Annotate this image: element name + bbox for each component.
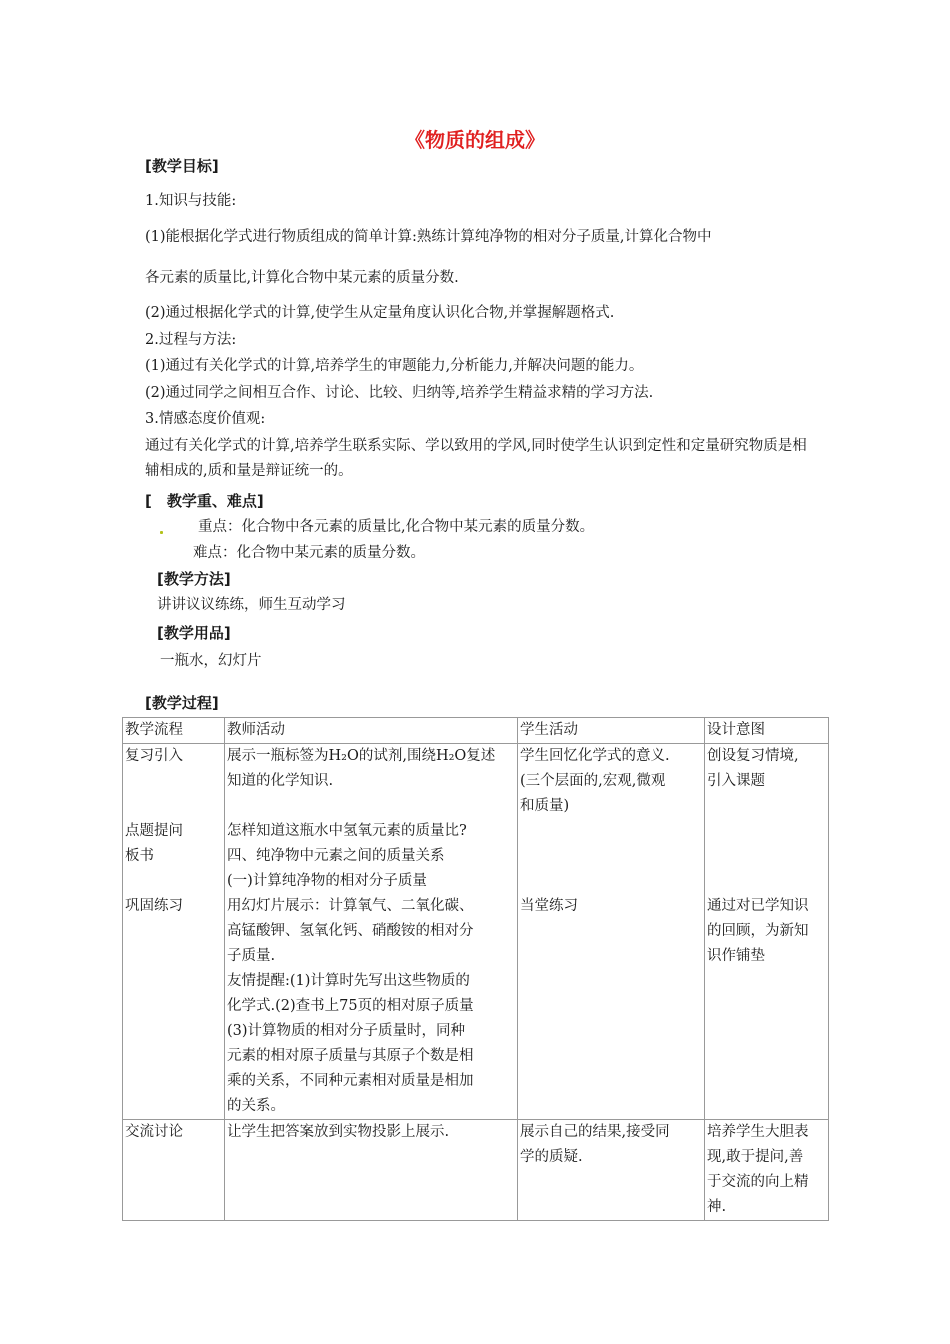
- emotion-heading: 3.情感态度价值观:: [145, 411, 266, 427]
- cell-line: 复习引入: [125, 748, 183, 764]
- cell-line: 培养学生大胆表: [707, 1124, 809, 1140]
- cell-line: 引入课题: [707, 773, 765, 789]
- bullet-dot: [160, 531, 163, 534]
- teacher-activity-cell: [225, 744, 518, 1120]
- teaching-process-table: [122, 717, 829, 1221]
- column-header: 教学流程: [123, 718, 225, 744]
- cell-line: 用幻灯片展示：计算氧气、二氧化碳、: [227, 898, 474, 914]
- difficult-point: 难点：化合物中某元素的质量分数。: [193, 545, 425, 561]
- cell-line: 识作铺垫: [707, 948, 765, 964]
- cell-line: 友情提醒:(1)计算时先写出这些物质的: [227, 973, 470, 989]
- process-item-1: (1)通过有关化学式的计算,培养学生的审题能力,分析能力,并解决问题的能力。: [145, 358, 644, 374]
- cell-line: 的回顾，为新知: [707, 923, 809, 939]
- table-row: [123, 744, 829, 1120]
- cell-line: 高锰酸钾、氢氧化钙、硝酸铵的相对分: [227, 923, 474, 939]
- cell-line: 的关系。: [227, 1098, 285, 1114]
- important-point: 重点：化合物中各元素的质量比,化合物中某元素的质量分数。: [198, 519, 595, 535]
- student-activity-cell: [518, 744, 705, 1120]
- teacher-activity-cell: [225, 1120, 518, 1221]
- table-row: [123, 1120, 829, 1221]
- methods-text: 讲讲议议练练，师生互动学习: [157, 597, 346, 613]
- process-heading: 2.过程与方法:: [145, 332, 237, 348]
- cell-line: 于交流的向上精: [707, 1174, 809, 1190]
- column-header: 教师活动: [225, 718, 518, 744]
- methods-heading: [教学方法]: [157, 570, 231, 588]
- cell-line: 神.: [707, 1199, 727, 1215]
- cell-line: 通过对已学知识: [707, 898, 809, 914]
- student-activity-cell: [518, 1120, 705, 1221]
- objectives-heading: [教学目标]: [145, 157, 219, 175]
- cell-line: 子质量.: [227, 948, 276, 964]
- knowledge-heading: 1.知识与技能:: [145, 193, 237, 209]
- process-table-heading: [教学过程]: [145, 694, 219, 712]
- cell-line: 怎样知道这瓶水中氢氧元素的质量比?: [227, 823, 467, 839]
- cell-line: 乘的关系，不同种元素相对质量是相加: [227, 1073, 474, 1089]
- design-intent-cell: [705, 1120, 829, 1221]
- stage-cell: [123, 744, 225, 1120]
- cell-line: 展示一瓶标签为H₂O的试剂,围绕H₂O复述: [227, 748, 496, 764]
- cell-line: (三个层面的,宏观,微观: [520, 773, 666, 789]
- process-item-2: (2)通过同学之间相互合作、讨论、比较、归纳等,培养学生精益求精的学习方法.: [145, 385, 654, 401]
- knowledge-item-1a: (1)能根据化学式进行物质组成的简单计算:熟练计算纯净物的相对分子质量,计算化合物中: [145, 229, 712, 245]
- cell-line: 点题提问: [125, 823, 183, 839]
- key-points-heading: [ 教学重、难点]: [145, 492, 264, 510]
- stage-cell: [123, 1120, 225, 1221]
- column-header: 学生活动: [518, 718, 705, 744]
- emotion-text: 通过有关化学式的计算,培养学生联系实际、学以致用的学风,同时使学生认识到定性和定量研究物质是相辅相成的,质和量是辩证统一的。: [145, 438, 807, 479]
- cell-line: 学的质疑.: [520, 1149, 583, 1165]
- cell-line: 让学生把答案放到实物投影上展示.: [227, 1124, 450, 1140]
- cell-line: 学生回忆化学式的意义.: [520, 748, 670, 764]
- cell-line: 化学式.(2)查书上75页的相对原子质量: [227, 998, 474, 1014]
- cell-line: 知道的化学知识.: [227, 773, 334, 789]
- cell-line: (3)计算物质的相对分子质量时，同种: [227, 1023, 466, 1039]
- cell-line: 展示自己的结果,接受同: [520, 1124, 670, 1140]
- design-intent-cell: [705, 744, 829, 1120]
- column-header: 设计意图: [705, 718, 829, 744]
- page-title: 《物质的组成》: [405, 128, 545, 152]
- cell-line: 当堂练习: [520, 898, 578, 914]
- supplies-heading: [教学用品]: [157, 624, 231, 642]
- cell-line: 四、纯净物中元素之间的质量关系: [227, 848, 445, 864]
- cell-line: 创设复习情境,: [707, 748, 799, 764]
- cell-line: 元素的相对原子质量与其原子个数是相: [227, 1048, 474, 1064]
- knowledge-item-1b: 各元素的质量比,计算化合物中某元素的质量分数.: [145, 270, 459, 286]
- cell-line: 板书: [125, 848, 154, 864]
- cell-line: 交流讨论: [125, 1124, 183, 1140]
- supplies-text: 一瓶水，幻灯片: [160, 653, 262, 669]
- table-header-row: [123, 718, 829, 744]
- cell-line: 和质量): [520, 798, 570, 814]
- cell-line: 巩固练习: [125, 898, 183, 914]
- cell-line: 现,敢于提问,善: [707, 1149, 804, 1165]
- knowledge-item-2: (2)通过根据化学式的计算,使学生从定量角度认识化合物,并掌握解题格式.: [145, 305, 615, 321]
- cell-line: (一)计算纯净物的相对分子质量: [227, 873, 427, 889]
